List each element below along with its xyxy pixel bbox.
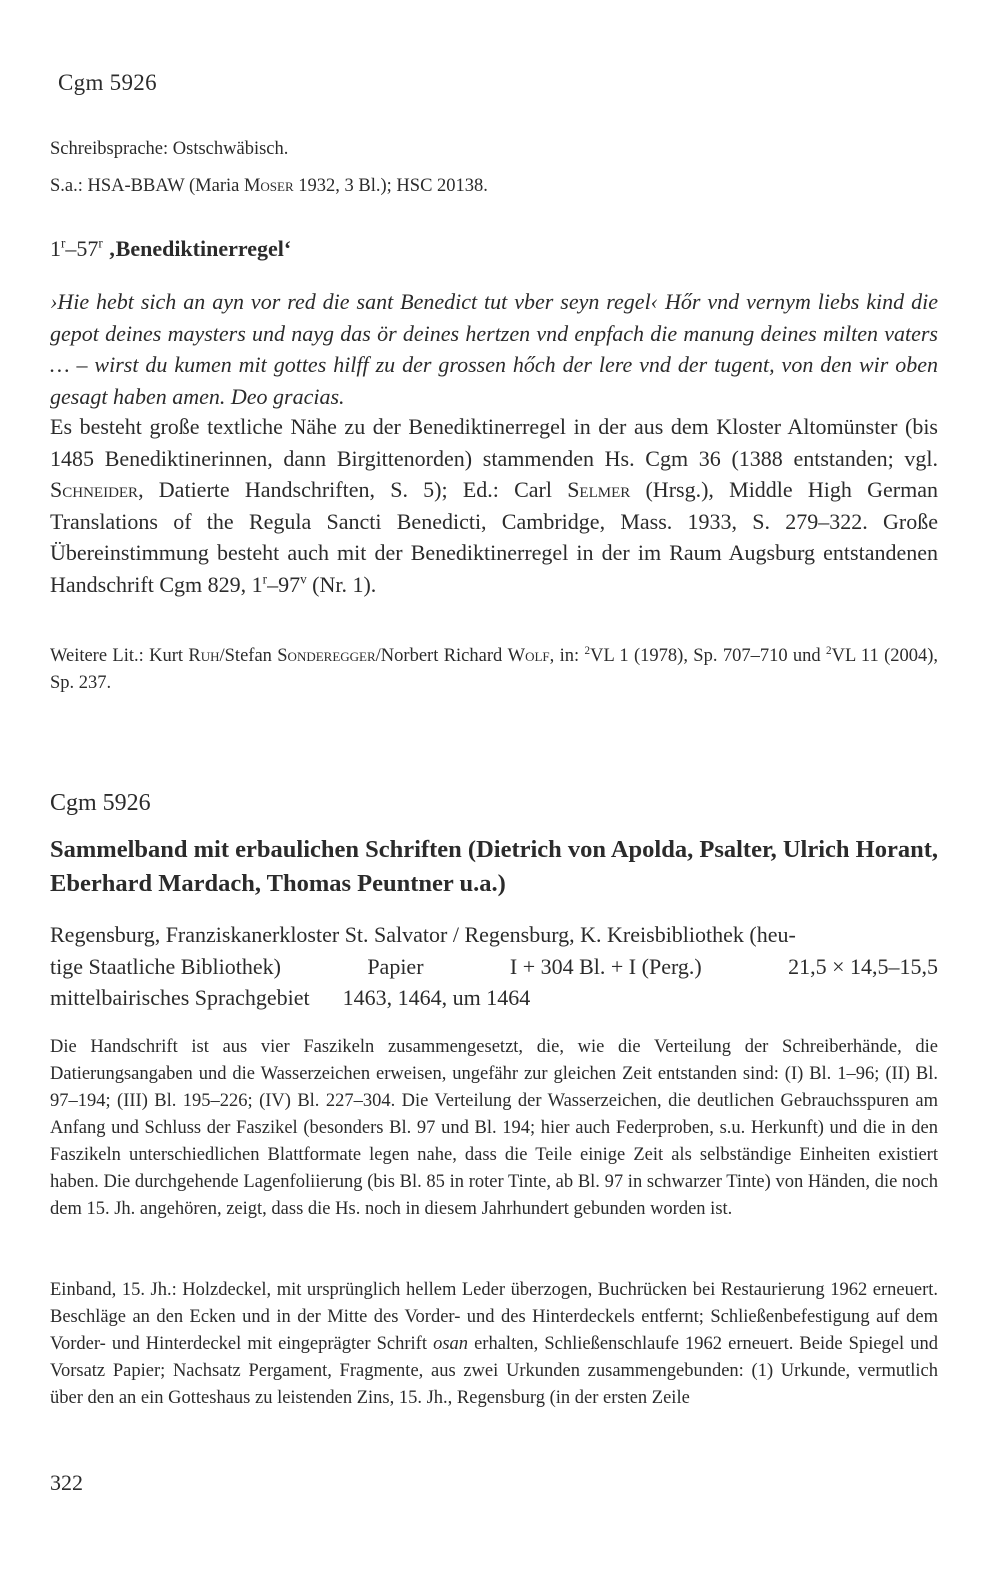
item-heading xyxy=(50,233,938,265)
binding-paragraph xyxy=(50,1277,938,1412)
remark-text-1: Es besteht große textliche Nähe zu der Benediktinerregel in der aus dem Kloster Altomünster (bis 1485 Benediktinerinnen, dann Birgittenorden) stammenden Hs. Cgm 36 (1388 entstanden; vgl. xyxy=(50,414,938,471)
folio-dash: –57 xyxy=(65,236,99,261)
binding-text-2: erhalten, Schließenschlaufe 1962 erneuert. Beide Spiegel und Vorsatz Papier; Nachsatz Pergament, Fragmente, aus zwei Urkunden zusammengebunden: (1) Urkunde, vermutlich über den an ein Gotteshaus zu leistenden Zins, 15. Jh., Regensburg (in der ersten Zeile xyxy=(50,1334,938,1408)
binding-italic: osan xyxy=(433,1334,469,1354)
remark-text-2: , Datierte Handschriften, S. 5); Ed.: Carl xyxy=(138,477,568,502)
meta-line-1: Regensburg, Franziskanerkloster St. Salvator / Regensburg, K. Kreisbibliothek (heu- xyxy=(50,922,796,947)
meta-format: 21,5 × 14,5–15,5 xyxy=(788,953,938,979)
page-number: 322 xyxy=(50,1470,83,1495)
lit-author-3: Wolf xyxy=(507,646,550,666)
running-head: Cgm 5926 xyxy=(58,70,157,95)
sa-line xyxy=(50,173,938,200)
lit-text-4: , in: xyxy=(549,646,585,666)
remark-text-5: (Nr. 1). xyxy=(306,571,377,597)
lit-text-3: /Norbert Richard xyxy=(375,646,508,666)
entry-title: Sammelband mit erbaulichen Schriften (Dietrich von Apolda, Psalter, Ulrich Horant, Eberhard Mardach, Thomas Peuntner u.a.) xyxy=(50,836,938,897)
incipit-explicit: ›Hie hebt sich an ayn vor red die sant Benedict tut vber seyn regel‹ Hőr vnd vernym liebs kind die gepot deines maysters und nayg das ör deines hertzen vnd enpfach die manung deines milten vaters … – wirst du kumen mit gottes hilff zu der grossen hőch der lere vnd der tugent, von den wir oben gesagt haben amen. Deo gracias. xyxy=(50,289,938,409)
remark-sup-2: v xyxy=(300,570,307,586)
lit-author-2: Sonderegger xyxy=(277,646,376,666)
sa-prefix: S.a.: HSA-BBAW (Maria xyxy=(50,176,244,196)
meta-line-2 xyxy=(50,951,938,983)
remark-text-4: –97 xyxy=(267,571,301,597)
folio-sup1: r xyxy=(61,235,66,251)
lit-text-2: /Stefan xyxy=(219,646,278,666)
meta-extent: I + 304 Bl. + I (Perg.) xyxy=(509,953,702,979)
lit-text-6: VL 11 (2004), Sp. 237. xyxy=(50,646,939,693)
entry-meta xyxy=(50,919,938,1014)
meta-date: 1463, 1464, um 1464 xyxy=(342,985,531,1010)
codicology-paragraph: Die Handschrift ist aus vier Faszikeln zusammengesetzt, die, wie die Verteilung der Schreiberhände, die Datierungsangaben und die Wasserzeichen erweisen, ungefähr zur gleichen Zeit entstanden sind: (I) Bl. 1–96; (II) Bl. 97–194; (III) Bl. 195–226; (IV) Bl. 227–304. Die Verteilung der Wasserzeichen, die deutlichen Gebrauchsspuren am Anfang und Schluss der Faszikel (besonders Bl. 97 und Bl. 194; hier auch Federproben, s.u. Herkunft) und die in den Faszikeln unterschiedlichen Blattformate legen nahe, dass die Teile einige Zeit als selbständige Einheiten existiert haben. Die durchgehende Lagenfoliierung (bis Bl. 85 in roter Tinte, ab Bl. 97 in schwarzer Tinte) von Händen, die noch dem 15. Jh. angehören, zeigt, dass die Hs. noch in diesem Jahrhundert gebunden worden ist. xyxy=(50,1037,938,1219)
meta-material: Papier xyxy=(367,953,424,979)
remark-author-2: Selmer xyxy=(567,477,631,502)
lit-sup-2: 2 xyxy=(826,644,832,657)
lit-author-1: Ruh xyxy=(188,646,220,666)
schreibsprache-line: Schreibsprache: Ostschwäbisch. xyxy=(50,139,289,159)
lit-text-1: Weitere Lit.: Kurt xyxy=(50,646,189,666)
item-title: ‚Benediktinerregel‘ xyxy=(102,236,292,261)
meta-origin-cont: tige Staatliche Bibliothek) xyxy=(50,953,281,979)
sa-author: Moser xyxy=(243,176,294,196)
lit-text-5: VL 1 (1978), Sp. 707–710 und xyxy=(590,646,827,666)
meta-line-3 xyxy=(50,982,938,1014)
literature-paragraph xyxy=(50,643,938,697)
folio-start: 1 xyxy=(50,236,61,261)
remark-text-3: (Hrsg.), Middle High German Translations of the Regula Sancti Benedicti, Cambridge, Mass. 1933, S. 279–322. Große Übereinstimmung besteht auch mit der Benediktinerregel in der im Raum Augsburg entstandenen Handschrift Cgm 829, 1 xyxy=(50,477,938,597)
lit-sup-1: 2 xyxy=(584,644,591,657)
entry-signature: Cgm 5926 xyxy=(50,790,151,816)
remark-paragraph xyxy=(50,411,938,600)
remark-author-1: Schneider xyxy=(50,477,139,502)
meta-language: mittelbairisches Sprachgebiet xyxy=(50,985,310,1010)
binding-text-1: Einband, 15. Jh.: Holzdeckel, mit ursprünglich hellem Leder überzogen, Buchrücken bei Restaurierung 1962 erneuert. Beschläge an den Ecken und in der Mitte des Vorder- und des Hinterdeckels entfernt; Schließenbefestigung auf dem Vorder- und Hinterdeckel mit eingeprägter Schrift xyxy=(50,1280,938,1354)
folio-sup2: r xyxy=(98,235,103,251)
remark-sup-1: r xyxy=(262,570,268,586)
sa-suffix: 1932, 3 Bl.); HSC 20138. xyxy=(293,176,488,196)
document-page xyxy=(50,0,938,1573)
